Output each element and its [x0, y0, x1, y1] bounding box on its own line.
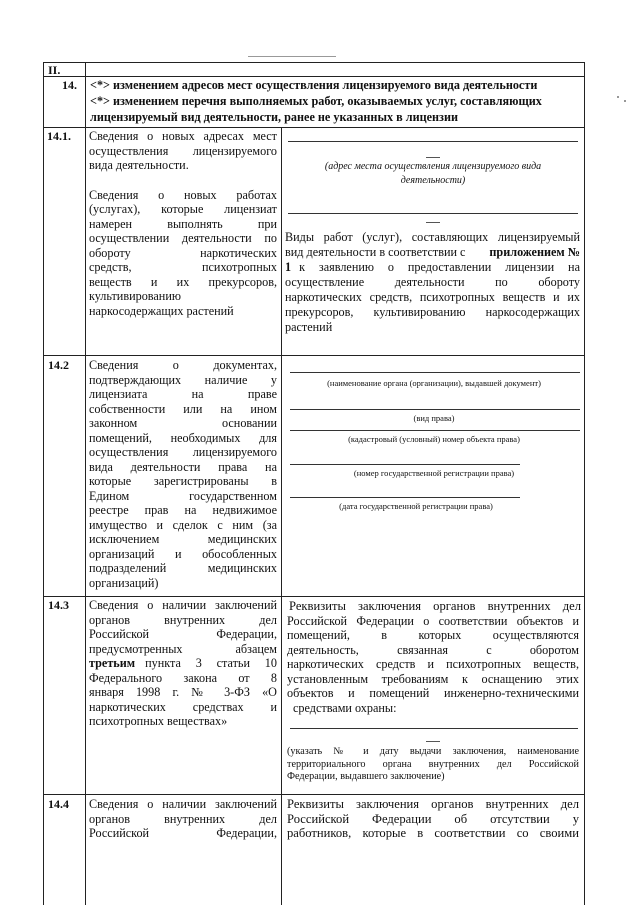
text-line: органов внутренних дел	[89, 811, 277, 826]
row-14-4-number: 14.4	[48, 797, 69, 811]
text-line: организаций)	[89, 575, 159, 590]
conclusion-input-line[interactable]	[290, 728, 578, 729]
middle-column-border	[281, 127, 282, 905]
text-line: которые зарегистрированы в	[89, 474, 277, 488]
text-line: Сведения о документах,	[89, 358, 277, 372]
registration-date-input-line[interactable]	[290, 497, 520, 498]
works-text-line	[285, 245, 580, 260]
text-line: Российской Федерации об отсутствии у	[287, 811, 579, 826]
text-line: объектов и помещений инженерно-техническими	[287, 686, 579, 700]
text-line: Сведения о новых адресах мест	[89, 129, 277, 143]
text-line: Сведения о наличии заключений	[89, 797, 277, 811]
text-line: вида деятельности права на	[89, 459, 277, 474]
section-number: II.	[48, 63, 61, 77]
text-line: Российской Федерации,	[89, 826, 277, 840]
caption-line: Федерации, выдавшего заключение)	[287, 771, 445, 782]
stray-mark	[248, 56, 336, 57]
text-line: осуществления лицензируемого	[89, 143, 277, 158]
text-line: психотропных веществах»	[89, 714, 228, 728]
dash-mark	[426, 222, 440, 223]
text-line: средствами охраны:	[293, 700, 397, 715]
text-line: вида деятельности.	[89, 158, 189, 172]
text-line: деятельность, связанная с оборотом	[287, 642, 579, 657]
table-right-border	[584, 62, 585, 905]
text-line: обороту наркотических	[89, 245, 277, 260]
works-text: к заявлению о предоставлении лицензии на	[299, 260, 580, 274]
row-14-3-right	[287, 599, 579, 715]
text-line: Реквизиты заключения органов внутренних дел	[289, 599, 581, 613]
scan-speck	[624, 100, 626, 102]
row-14-4-right	[287, 797, 579, 841]
text-line: Сведения о новых работах	[89, 187, 277, 202]
address-input-line[interactable]	[288, 141, 578, 142]
works-text: вид деятельности в соответствии с	[285, 245, 466, 259]
scan-speck	[617, 96, 619, 98]
works-text-line: наркотических средств, психотропных веществ и их	[285, 290, 580, 304]
text-line: предусмотренных абзацем	[89, 641, 277, 656]
text-line: помещений, необходимых для	[89, 430, 277, 445]
row-14-1-number: 14.1.	[47, 129, 71, 143]
right-type-caption: (вид права)	[413, 413, 455, 423]
text-line: января 1998 г. № 3-ФЗ «О	[89, 685, 277, 699]
caption-line: территориального органа внутренних дел Российской	[287, 758, 579, 770]
address-caption-2: деятельности)	[400, 175, 466, 186]
works-text-line	[285, 260, 580, 275]
text-line: исключением медицинских	[89, 532, 277, 546]
text-line: намерен выполнять при	[89, 216, 277, 231]
text-line: Российской Федерации,	[89, 627, 277, 641]
cadastral-input-line[interactable]	[290, 430, 580, 431]
text-line: законном основании	[89, 416, 277, 430]
cadastral-caption: (кадастровый (условный) номер объекта права)	[348, 434, 520, 444]
text-line	[89, 656, 277, 671]
table-top-border	[43, 62, 585, 63]
conclusion-caption	[287, 746, 579, 784]
table-left-border	[43, 62, 44, 905]
row-14-2-number: 14.2	[48, 358, 69, 372]
text-line: Сведения о наличии заключений	[89, 598, 277, 612]
row-border	[43, 127, 585, 128]
text-line: наркотических средствах и	[89, 699, 277, 714]
dash-mark	[426, 741, 440, 742]
row-14-number: 14.	[62, 78, 77, 92]
text-line: подтверждающих наличие у	[89, 372, 277, 387]
text-line: Российской Федерации о соответствии объектов и	[287, 613, 579, 628]
registration-number-caption: (номер государственной регистрации права)	[353, 468, 515, 478]
text: пункта 3 статьи 10	[145, 656, 277, 670]
text-line: помещений, в которых осуществляются	[287, 628, 579, 642]
works-text-line: осуществление деятельности по обороту	[285, 275, 580, 289]
works-text-line: Виды работ (услуг), составляющих лицензируемый	[285, 230, 580, 244]
text-line: Едином государственном	[89, 488, 277, 503]
row-border	[43, 76, 585, 77]
text-line: работников, которые в соответствии со своими	[287, 826, 579, 840]
text-line: органов внутренних дел	[89, 612, 277, 627]
address-input-line-2[interactable]	[288, 213, 578, 214]
text-line: реестре прав на недвижимое	[89, 503, 277, 517]
bold-word: третьим	[89, 656, 136, 670]
row-border	[43, 794, 585, 795]
registration-number-input-line[interactable]	[290, 464, 520, 465]
text-line: организаций и обособленных	[89, 546, 277, 561]
row-14-3-left	[89, 598, 277, 729]
text-line: установленным требованиям к оснащению этих	[287, 671, 579, 686]
dash-mark	[426, 157, 440, 158]
appendix-reference: приложением №	[489, 245, 580, 259]
row-border	[43, 596, 585, 597]
number-column-border	[85, 62, 86, 905]
address-caption-1: (адрес места осуществления лицензируемого вида	[324, 161, 542, 172]
row-14-1-left	[89, 129, 277, 318]
row-14-line-3: лицензируемый вид деятельности, ранее не указанных в лицензии	[90, 110, 458, 124]
right-type-input-line[interactable]	[290, 409, 580, 410]
row-14-3-number: 14.3	[48, 598, 69, 612]
works-text-line: растений	[285, 320, 333, 334]
text-line: средств, психотропных	[89, 260, 277, 274]
text-line: имущество и сделок с ним (за	[89, 517, 277, 532]
appendix-number: 1	[285, 260, 292, 274]
text-line: наркосодержащих растений	[89, 303, 234, 318]
text-line: наркотических средств и психотропных веществ,	[287, 657, 579, 671]
row-14-line-2: <*> изменением перечня выполняемых работ, оказываемых услуг, составляющих	[90, 94, 542, 108]
text-line: подразделений медицинских	[89, 561, 277, 575]
issuer-caption: (наименование органа (организации), выдавшей документ)	[327, 378, 541, 388]
row-14-2-left	[89, 358, 277, 590]
text-line: осуществления лицензируемого	[89, 445, 277, 459]
issuer-input-line[interactable]	[290, 372, 580, 373]
text-line: собственности или на ином	[89, 401, 277, 416]
text-line: (услугах), которые лицензиат	[89, 202, 277, 216]
row-border	[43, 355, 585, 356]
row-14-line-1: <*> изменением адресов мест осуществления лицензируемого вида деятельности	[90, 78, 538, 92]
text-line: Федерального закона от 8	[89, 670, 277, 685]
text-line: лицензиата на праве	[89, 387, 277, 401]
text-line: культивированию	[89, 289, 181, 303]
caption-line: (указать № и дату выдачи заключения, наименование	[287, 746, 579, 757]
text-line: осуществлении деятельности по	[89, 231, 277, 245]
text-line: Реквизиты заключения органов внутренних дел	[287, 797, 579, 811]
row-14-4-left	[89, 797, 277, 841]
registration-date-caption: (дата государственной регистрации права)	[339, 501, 493, 511]
text-line: веществ и их прекурсоров,	[89, 274, 277, 289]
works-text-line: прекурсоров, культивированию наркосодержащих	[285, 305, 580, 319]
